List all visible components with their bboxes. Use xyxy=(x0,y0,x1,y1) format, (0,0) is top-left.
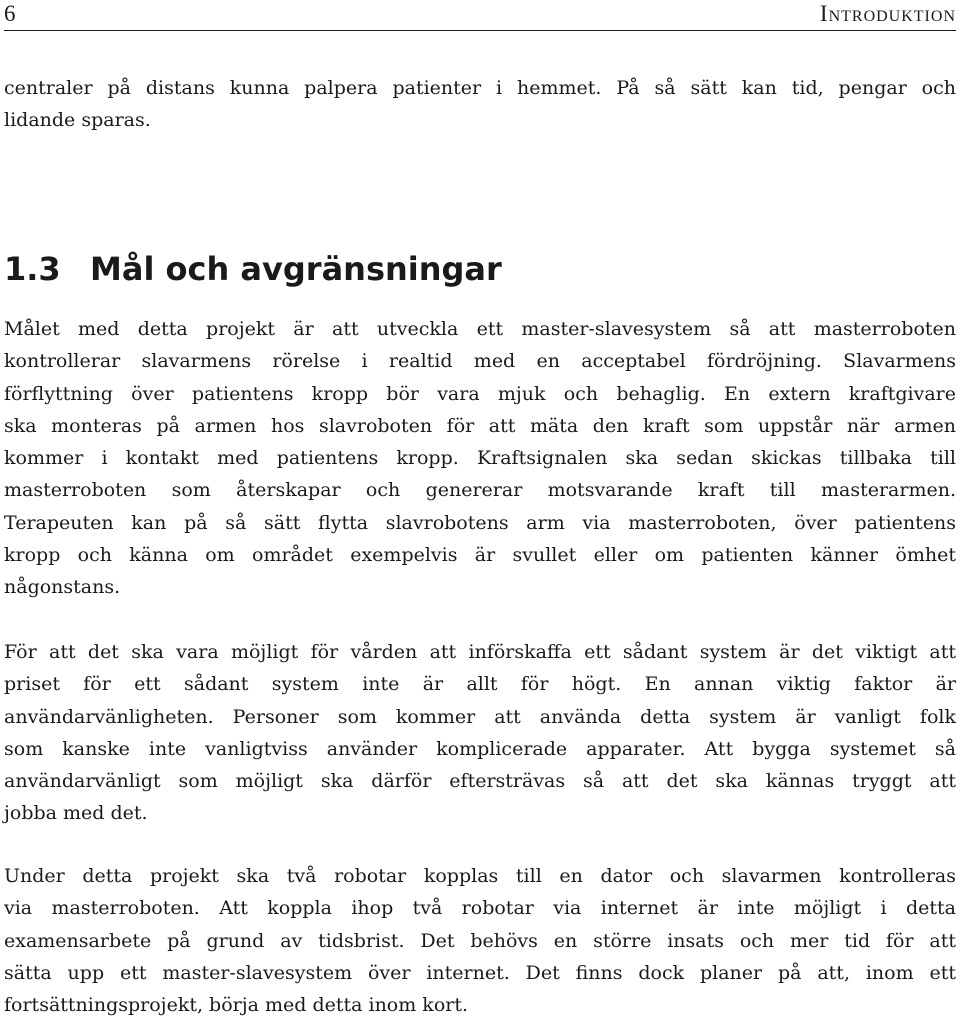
section-title: Mål och avgränsningar xyxy=(90,250,502,288)
paragraph-line: Under detta projekt ska två robotar kopplas till en dator och slavarmen kontrolleras xyxy=(4,865,956,887)
paragraph-line: sätta upp ett master-slavesystem över internet. Det finns dock planer på att, inom ett xyxy=(4,961,956,984)
paragraph-line: kommer i kontakt med patientens kropp. Kraftsignalen ska sedan skickas tillbaka till xyxy=(4,447,956,470)
paragraph-goals xyxy=(4,313,956,604)
paragraph-line: Målet med detta projekt är att utveckla ett master-slavesystem så att masterroboten xyxy=(4,318,956,340)
paragraph-line: Terapeuten kan på så sätt flytta slavrobotens arm via masterroboten, över patientens xyxy=(4,511,956,534)
paragraph-intro-continuation xyxy=(4,72,956,137)
running-header xyxy=(4,0,956,30)
paragraph-line: examensarbete på grund av tidsbrist. Det behövs en större insats och mer tid för att xyxy=(4,929,956,952)
section-heading xyxy=(4,243,956,295)
paragraph-line: via masterroboten. Att koppla ihop två robotar via internet är inte möjligt i detta xyxy=(4,897,956,920)
paragraph-line: För att det ska vara möjligt för vården att införskaffa ett sådant system är det viktigt att xyxy=(4,641,956,663)
paragraph-line: användarvänligheten. Personer som kommer att använda detta system är vanligt folk xyxy=(4,705,956,728)
paragraph-line: användarvänligt som möjligt ska därför eftersträvas så att det ska kännas tryggt att xyxy=(4,770,956,793)
paragraph-line: som kanske inte vanligtviss använder komplicerade apparater. Att bygga systemet så xyxy=(4,737,956,760)
header-rule xyxy=(4,30,956,31)
paragraph-line: centraler på distans kunna palpera patienter i hemmet. På så sätt kan tid, pengar och xyxy=(4,77,956,99)
paragraph-line: masterroboten som återskapar och genererar motsvarande kraft till masterarmen. xyxy=(4,479,956,502)
page-number: 6 xyxy=(4,1,16,26)
paragraph-line: någonstans. xyxy=(4,576,121,599)
chapter-title: Introduktion xyxy=(819,1,956,26)
paragraph-line: priset för ett sådant system inte är allt för högt. En annan viktig faktor är xyxy=(4,673,956,696)
paragraph-line: förflyttning över patientens kropp bör vara mjuk och behaglig. En extern kraftgivare xyxy=(4,382,956,405)
paragraph-line: ska monteras på armen hos slavroboten för att mäta den kraft som uppstår när armen xyxy=(4,414,956,437)
paragraph-usability xyxy=(4,636,956,830)
section-number: 1.3 xyxy=(4,250,61,288)
paragraph-line: kropp och känna om området exempelvis är svullet eller om patienten känner ömhet xyxy=(4,544,956,567)
paragraph-line: kontrollerar slavarmens rörelse i realtid med en acceptabel fördröjning. Slavarmens xyxy=(4,350,956,373)
paragraph-line: jobba med det. xyxy=(4,802,148,825)
paragraph-limitations xyxy=(4,860,956,1021)
paragraph-line: lidande sparas. xyxy=(4,109,151,132)
paragraph-line: fortsättningsprojekt, börja med detta inom kort. xyxy=(4,994,469,1017)
